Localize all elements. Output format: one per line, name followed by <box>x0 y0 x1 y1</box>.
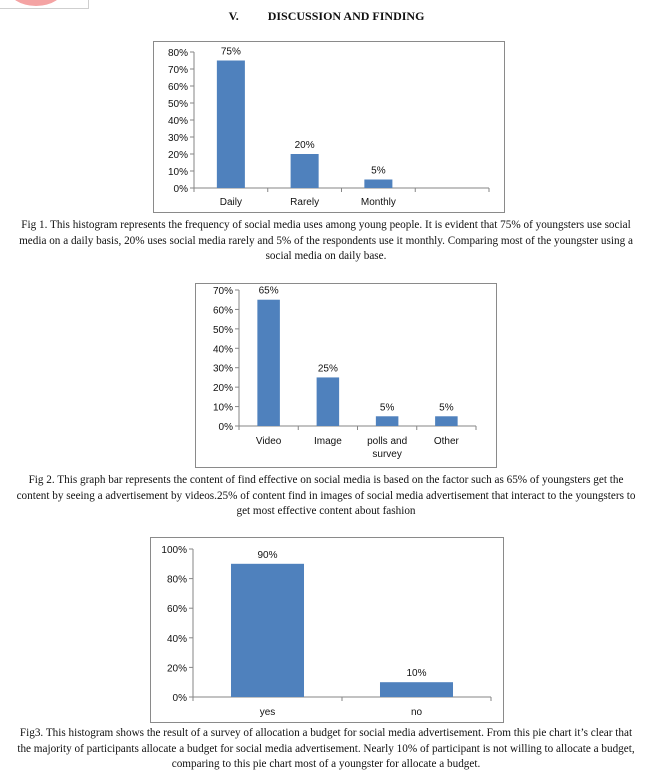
bar-no <box>380 682 453 697</box>
data-label: 65% <box>258 285 279 297</box>
category-label: Other <box>433 436 459 447</box>
bar-monthly <box>364 180 392 189</box>
category-label: Video <box>255 436 282 447</box>
figure-1-caption: Fig 1. This histogram represents the frequency of social media uses among young people. It is evident that 75% of youngsters use social media on a daily basis, 20% uses social media rarely and 5% of the respondents use it monthly. Comparing most of the youngster using a social media on daily base. <box>19 219 633 262</box>
data-label: 5% <box>371 165 386 177</box>
y-tick-label: 0% <box>173 184 188 195</box>
category-label: yes <box>259 707 276 718</box>
data-label: 20% <box>294 140 315 151</box>
data-label: 5% <box>379 402 395 414</box>
y-tick-label: 0% <box>172 693 187 704</box>
y-tick-label: 60% <box>167 82 188 93</box>
y-tick-label: 20% <box>167 150 188 161</box>
figure-2-chart <box>195 283 497 468</box>
category-label: Rarely <box>290 197 320 208</box>
y-tick-label: 30% <box>212 363 233 375</box>
y-tick-label: 70% <box>167 65 188 76</box>
data-label: 25% <box>317 363 338 375</box>
bar-daily <box>217 61 245 189</box>
figure-3-chart <box>150 537 504 723</box>
y-tick-label: 40% <box>167 116 188 127</box>
y-tick-label: 40% <box>212 344 233 356</box>
section-title: DISCUSSION AND FINDING <box>267 9 425 23</box>
category-label: Daily <box>219 197 242 208</box>
y-tick-label: 100% <box>161 545 187 556</box>
data-label: 10% <box>406 668 427 680</box>
category-label: no <box>410 707 423 718</box>
chart-1-svg <box>154 42 504 212</box>
bar-image <box>317 377 340 426</box>
logo-fragment <box>0 0 89 9</box>
y-tick-label: 50% <box>167 99 188 110</box>
y-tick-label: 80% <box>166 574 187 586</box>
chart-2-svg <box>196 284 496 467</box>
y-tick-label: 80% <box>167 48 188 59</box>
y-tick-label: 0% <box>218 422 233 433</box>
bar-yes <box>231 564 304 697</box>
category-label: Image <box>313 436 342 447</box>
bar-rarely <box>291 154 319 188</box>
section-number: V. <box>228 9 239 23</box>
data-label: 75% <box>220 46 241 58</box>
figure-1-chart <box>153 41 505 213</box>
bar-polls-and-survey <box>376 416 399 426</box>
category-label: polls and <box>367 436 408 447</box>
y-tick-label: 30% <box>167 133 188 144</box>
figure-2-caption: Fig 2. This graph bar represents the content of find effective on social media is based on the factor such as 65% of youngsters get the content by seeing a advertisement by videos.25% of content find in images of social media advertisement that interact to the youngsters to get most effective content about fashion <box>16 474 636 517</box>
chart-3-svg <box>151 538 503 722</box>
data-label: 90% <box>257 549 278 561</box>
figure-3-caption: Fig3. This histogram shows the result of a survey of allocation a budget for social media advertisement. From this pie chart it’s clear that the majority of participants allocate a budget for social media advertisement. Nearly 10% of participant is not willing to allocate a budget, comparing to this pie chart most of a youngster for allocate a budget. <box>17 727 635 770</box>
data-label: 5% <box>439 402 454 414</box>
bar-other <box>435 416 458 426</box>
bar-video <box>257 300 280 426</box>
y-tick-label: 10% <box>167 167 188 178</box>
category-label: survey <box>372 449 402 460</box>
y-tick-label: 40% <box>166 633 187 645</box>
section-heading <box>0 9 653 24</box>
y-tick-label: 20% <box>212 383 233 395</box>
y-tick-label: 50% <box>212 324 233 336</box>
y-tick-label: 60% <box>166 604 187 616</box>
logo-arc <box>8 0 64 6</box>
y-tick-label: 60% <box>212 305 233 317</box>
y-tick-label: 10% <box>212 402 233 414</box>
y-tick-label: 70% <box>212 286 233 297</box>
y-tick-label: 20% <box>166 663 187 675</box>
category-label: Monthly <box>360 197 396 208</box>
